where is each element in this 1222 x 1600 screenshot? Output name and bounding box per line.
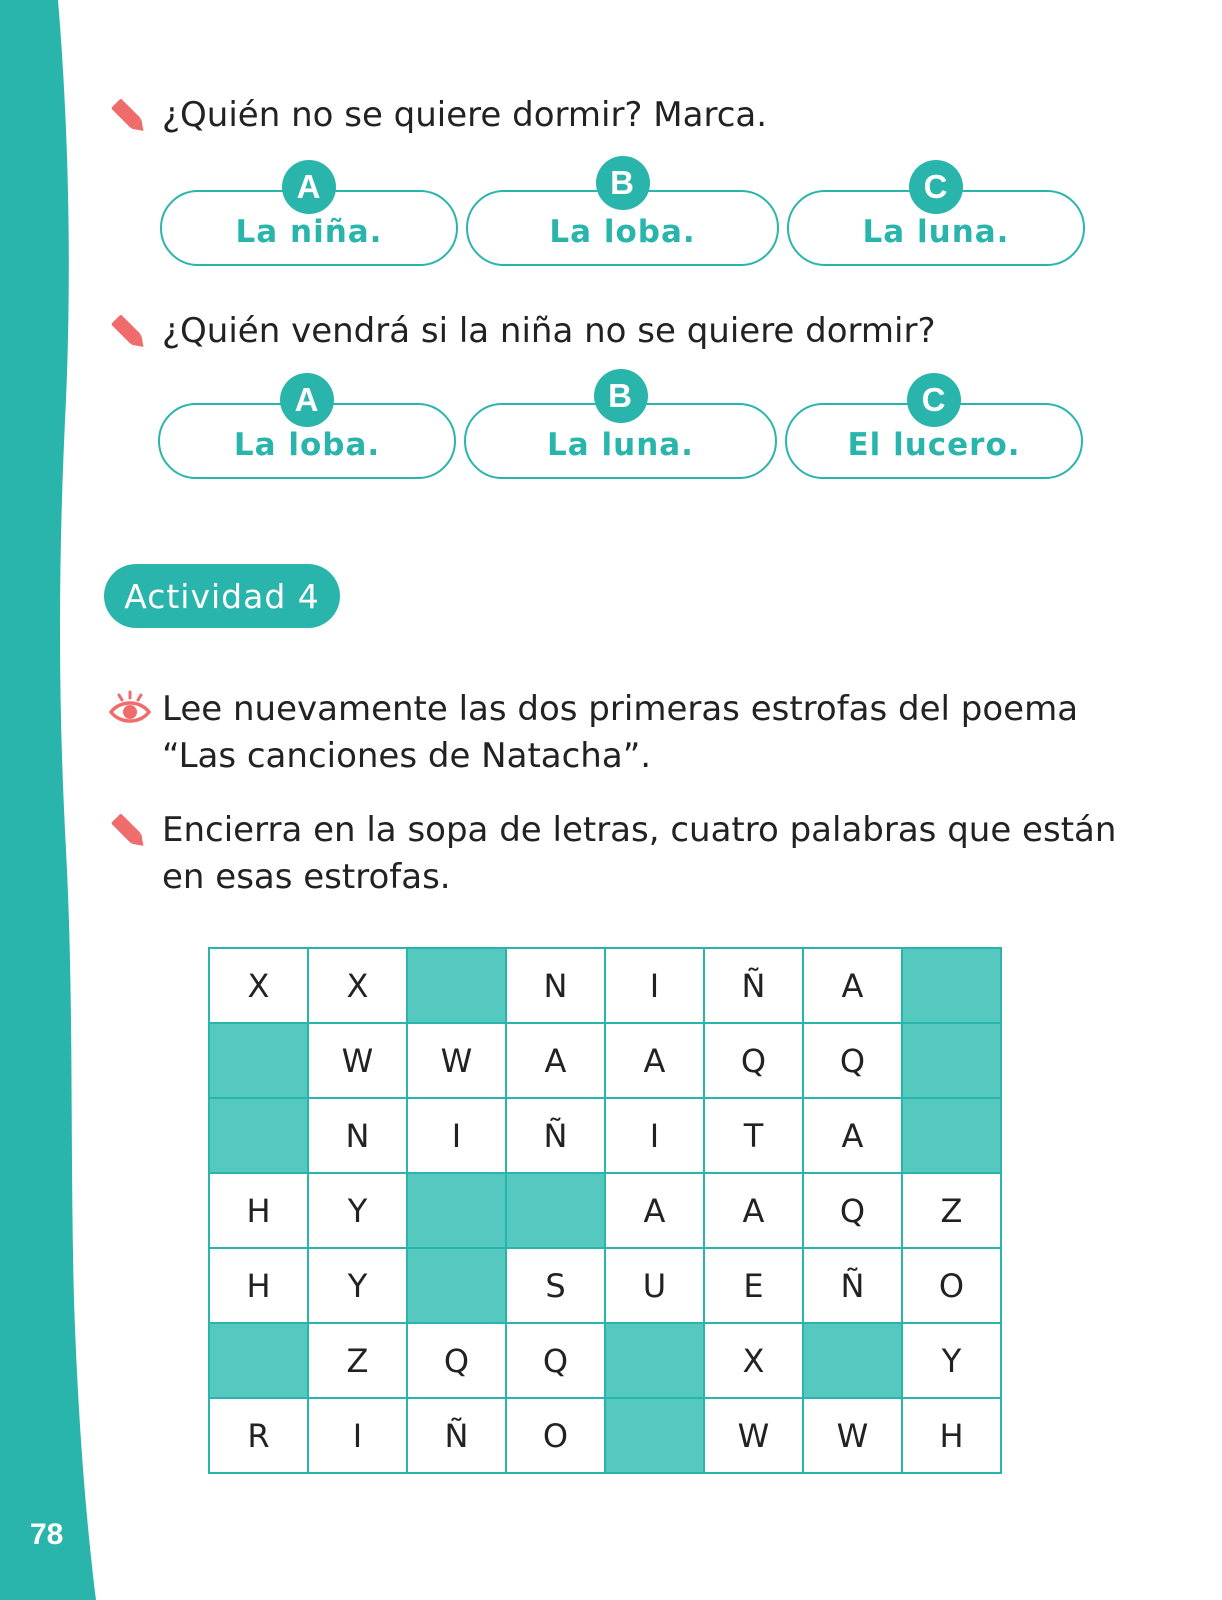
- option-letter-badge: A: [280, 373, 334, 427]
- grid-cell[interactable]: O: [902, 1248, 1001, 1323]
- question-1-text: ¿Quién no se quiere dormir? Marca.: [162, 95, 768, 135]
- grid-cell[interactable]: W: [803, 1398, 902, 1473]
- grid-row: [209, 1098, 1001, 1173]
- grid-cell[interactable]: X: [704, 1323, 803, 1398]
- grid-cell[interactable]: A: [803, 1098, 902, 1173]
- option-c[interactable]: [785, 381, 1083, 479]
- grid-cell[interactable]: W: [308, 1023, 407, 1098]
- grid-cell[interactable]: Q: [803, 1023, 902, 1098]
- grid-cell[interactable]: A: [605, 1173, 704, 1248]
- grid-cell-filled[interactable]: [407, 1173, 506, 1248]
- pencil-icon: [108, 310, 152, 354]
- grid-cell[interactable]: O: [506, 1398, 605, 1473]
- option-letter-badge: A: [282, 160, 336, 214]
- instruction-read-line-2: “Las canciones de Natacha”.: [162, 736, 652, 776]
- option-label: La niña.: [235, 214, 383, 250]
- option-letter-badge: C: [909, 160, 963, 214]
- option-label: La loba.: [233, 427, 381, 463]
- pencil-icon: [108, 94, 152, 138]
- option-letter-badge: B: [594, 369, 648, 423]
- grid-cell-filled[interactable]: [209, 1023, 308, 1098]
- grid-cell-filled[interactable]: [605, 1398, 704, 1473]
- grid-cell[interactable]: Z: [308, 1323, 407, 1398]
- grid-row: [209, 1398, 1001, 1473]
- grid-cell[interactable]: Ñ: [407, 1398, 506, 1473]
- instruction-read-line-1: Lee nuevamente las dos primeras estrofas del poema: [162, 689, 1079, 729]
- page-number: 78: [30, 1518, 64, 1551]
- grid-cell[interactable]: Y: [902, 1323, 1001, 1398]
- grid-row: [209, 1023, 1001, 1098]
- grid-cell-filled[interactable]: [407, 948, 506, 1023]
- activity-label: Actividad 4: [104, 564, 340, 628]
- grid-cell[interactable]: W: [407, 1023, 506, 1098]
- grid-cell[interactable]: Y: [308, 1173, 407, 1248]
- grid-cell[interactable]: E: [704, 1248, 803, 1323]
- option-letter-badge: B: [596, 156, 650, 210]
- instruction-circle: [108, 807, 1116, 901]
- grid-row: [209, 1323, 1001, 1398]
- grid-cell[interactable]: T: [704, 1098, 803, 1173]
- option-label: La loba.: [549, 214, 696, 250]
- grid-cell-filled[interactable]: [902, 1023, 1001, 1098]
- grid-cell[interactable]: A: [605, 1023, 704, 1098]
- grid-row: [209, 1248, 1001, 1323]
- instruction-read: [108, 686, 1078, 780]
- grid-cell[interactable]: R: [209, 1398, 308, 1473]
- grid-cell[interactable]: S: [506, 1248, 605, 1323]
- grid-cell-filled[interactable]: [902, 948, 1001, 1023]
- grid-cell[interactable]: Q: [506, 1323, 605, 1398]
- grid-cell-filled[interactable]: [803, 1323, 902, 1398]
- option-c[interactable]: [787, 168, 1085, 266]
- question-1: [108, 92, 767, 139]
- question-2-text: ¿Quién vendrá si la niña no se quiere dormir?: [162, 311, 936, 351]
- grid-cell-filled[interactable]: [605, 1323, 704, 1398]
- grid-cell[interactable]: W: [704, 1398, 803, 1473]
- grid-cell-filled[interactable]: [209, 1098, 308, 1173]
- grid-cell[interactable]: Ñ: [704, 948, 803, 1023]
- option-a[interactable]: [160, 168, 458, 266]
- grid-cell[interactable]: X: [308, 948, 407, 1023]
- grid-cell[interactable]: H: [209, 1248, 308, 1323]
- option-letter-badge: C: [907, 373, 961, 427]
- grid-cell[interactable]: I: [605, 948, 704, 1023]
- grid-cell-filled[interactable]: [209, 1323, 308, 1398]
- grid-cell[interactable]: N: [308, 1098, 407, 1173]
- grid-cell[interactable]: A: [803, 948, 902, 1023]
- grid-cell[interactable]: Q: [704, 1023, 803, 1098]
- option-label: El lucero.: [847, 427, 1021, 463]
- grid-cell-filled[interactable]: [407, 1248, 506, 1323]
- option-label: La luna.: [862, 214, 1010, 250]
- grid-cell[interactable]: X: [209, 948, 308, 1023]
- grid-cell[interactable]: I: [407, 1098, 506, 1173]
- grid-cell[interactable]: A: [704, 1173, 803, 1248]
- grid-cell[interactable]: Ñ: [506, 1098, 605, 1173]
- option-b[interactable]: [464, 377, 777, 479]
- grid-cell[interactable]: Q: [407, 1323, 506, 1398]
- grid-cell-filled[interactable]: [902, 1098, 1001, 1173]
- grid-cell[interactable]: Q: [803, 1173, 902, 1248]
- question-2: [108, 308, 936, 355]
- grid-cell[interactable]: I: [308, 1398, 407, 1473]
- grid-cell-filled[interactable]: [506, 1173, 605, 1248]
- eye-icon: [108, 688, 152, 732]
- grid-row: [209, 948, 1001, 1023]
- grid-cell[interactable]: Z: [902, 1173, 1001, 1248]
- option-b[interactable]: [466, 164, 779, 266]
- instruction-circle-line-2: en esas estrofas.: [162, 857, 451, 897]
- pencil-icon: [108, 809, 152, 853]
- grid-cell[interactable]: H: [209, 1173, 308, 1248]
- left-margin-band: [0, 0, 100, 1600]
- option-label: La luna.: [547, 427, 694, 463]
- grid-cell[interactable]: Y: [308, 1248, 407, 1323]
- grid-cell[interactable]: A: [506, 1023, 605, 1098]
- word-search-grid: [208, 947, 1002, 1474]
- grid-cell[interactable]: I: [605, 1098, 704, 1173]
- option-a[interactable]: [158, 381, 456, 479]
- grid-row: [209, 1173, 1001, 1248]
- instruction-circle-line-1: Encierra en la sopa de letras, cuatro palabras que están: [162, 810, 1117, 850]
- grid-cell[interactable]: H: [902, 1398, 1001, 1473]
- grid-cell[interactable]: Ñ: [803, 1248, 902, 1323]
- grid-cell[interactable]: U: [605, 1248, 704, 1323]
- grid-cell[interactable]: N: [506, 948, 605, 1023]
